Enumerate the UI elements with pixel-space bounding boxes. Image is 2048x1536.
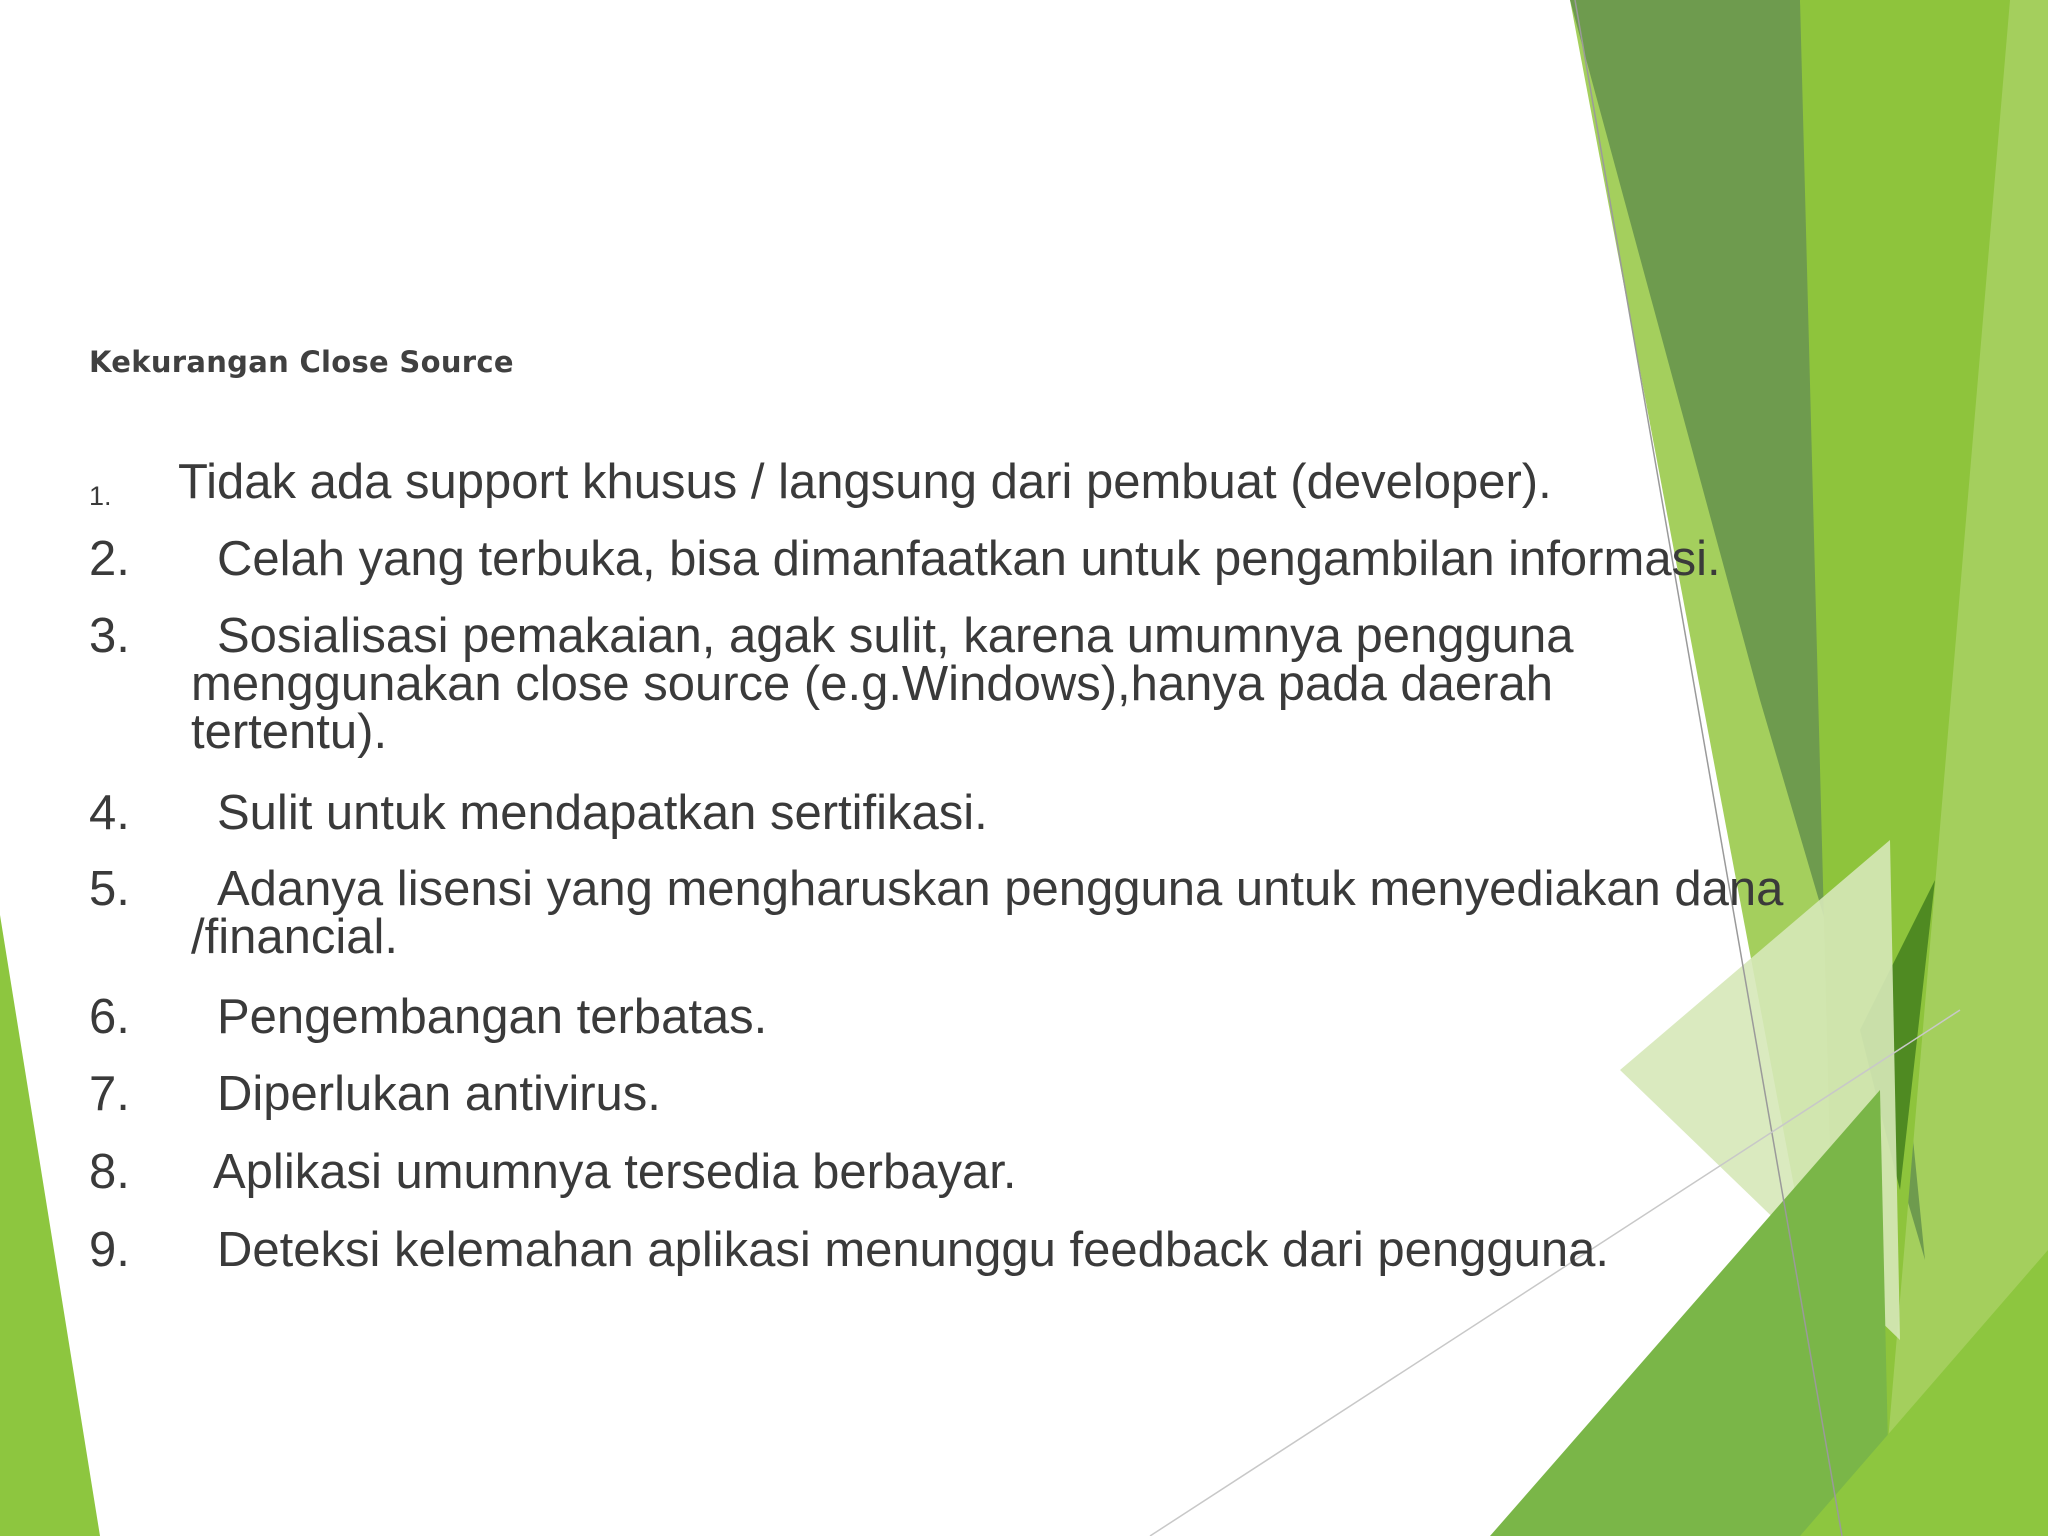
list-item-text: Pengembangan terbatas. [217,990,768,1044]
list-item-number: 4. [89,786,130,840]
list-item-number: 5. [89,862,130,916]
list-item-text [191,862,1797,964]
slide-title: Kekurangan Close Source [89,345,514,379]
list-item-number: 9. [89,1223,130,1277]
list-item-number: 6. [89,990,130,1044]
left-green-sliver [0,915,100,1536]
list-item-text [191,609,1797,759]
list-item-text: Diperlukan antivirus. [217,1067,661,1121]
list-item-line: menggunakan close source (e.g.Windows),hanya pada daerah [191,657,1553,711]
list-item-number: 7. [89,1067,130,1121]
list-item-text: Sulit untuk mendapatkan sertifikasi. [217,786,988,840]
list-item-number: 1. [89,481,112,511]
list-item-text: Deteksi kelemahan aplikasi menunggu feedback dari pengguna. [217,1223,1609,1277]
list-item-text: Aplikasi umumnya tersedia berbayar. [213,1145,1017,1199]
list-item-line: Sosialisasi pemakaian, agak sulit, karena umumnya pengguna [217,609,1574,663]
list-item-line: Adanya lisensi yang mengharuskan pengguna untuk menyediakan dana [217,862,1784,916]
list-item-text: Celah yang terbuka, bisa dimanfaatkan untuk pengambilan informasi. [217,532,1721,586]
list-item-text: Tidak ada support khusus / langsung dari pembuat (developer). [178,455,1552,509]
list-item-line: tertentu). [191,705,388,759]
list-item-line: /financial. [191,910,399,964]
list-item-number: 3. [89,609,130,663]
list-item-number: 2. [89,532,130,586]
list-item-number: 8. [89,1145,130,1199]
